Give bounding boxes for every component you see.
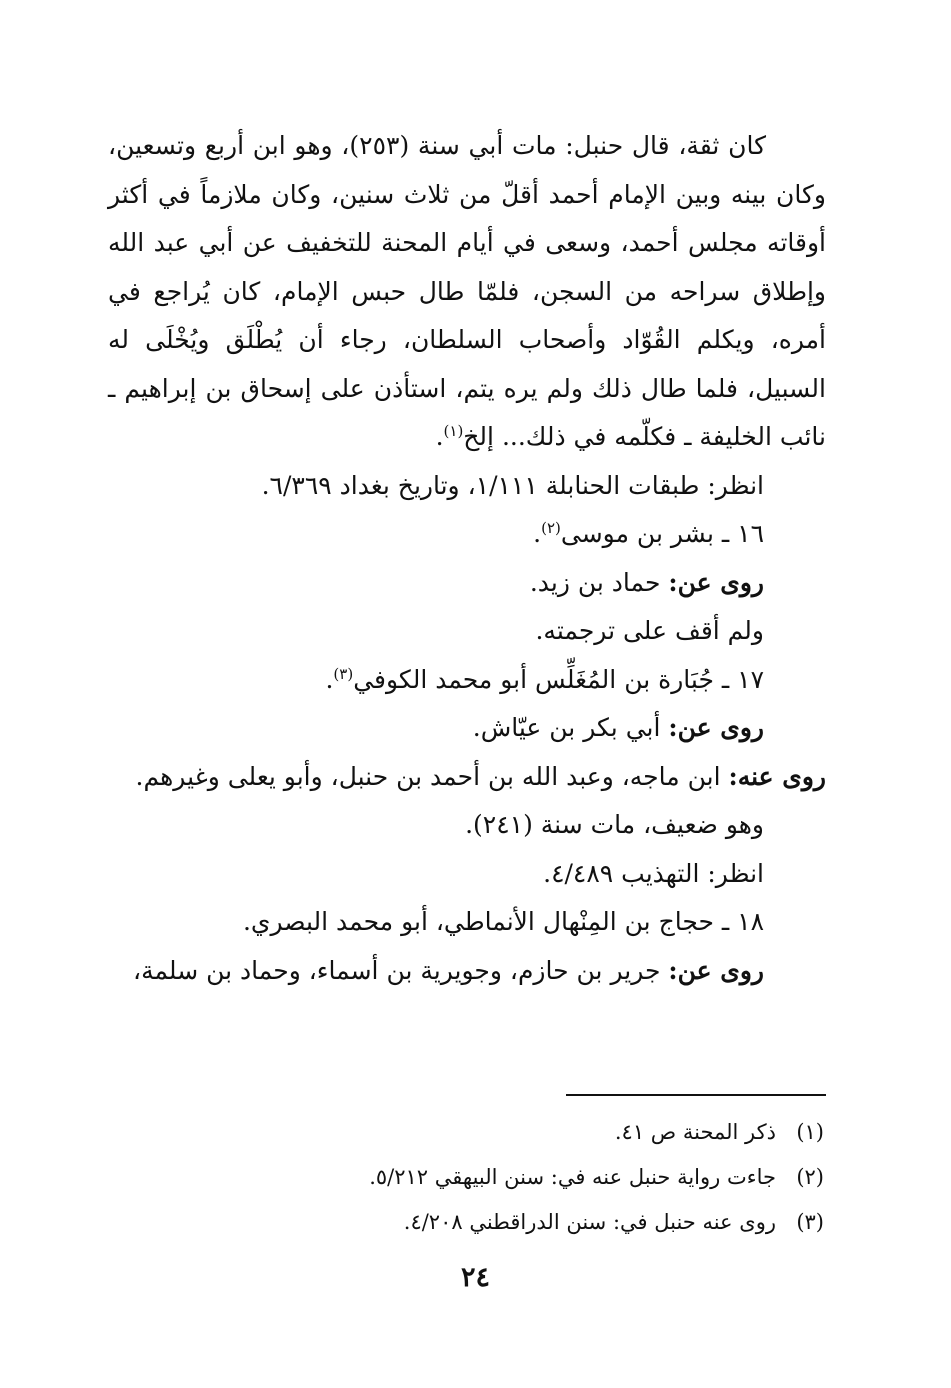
narrated-from-text: جرير بن حازم، وجويرية بن أسماء، وحماد بن سلمة، — [133, 955, 669, 985]
entry-17-narrated-by — [108, 753, 826, 802]
narrated-from-text: أبي بكر بن عيّاش. — [472, 713, 669, 742]
source-reference-text: انظر: طبقات الحنابلة ١/١١١، وتاريخ بغداد ٦/٣٦٩. — [261, 470, 764, 500]
footnote-text: ذكر المحنة ص ٤١. — [614, 1120, 776, 1144]
footnote-ref-2[interactable]: (٢) — [541, 519, 561, 537]
entry-16-note — [108, 607, 826, 656]
footnotes — [108, 1110, 826, 1245]
narrated-from-text: حماد بن زيد. — [529, 567, 669, 597]
entry-17-end: . — [325, 664, 334, 694]
entry-16-end: . — [533, 519, 542, 548]
narrated-by-label: روى عنه: — [728, 761, 826, 791]
intro-text: كان ثقة، قال حنبل: مات أبي سنة (٢٥٣)، وهو ابن أربع وتسعين، وكان بينه وبين الإمام أحمد أقلّ من ثلاث سنين، وكان ملازماً في أكثر أوقاته مجلس أحمد، وسعى في أيام المحنة للتخفيف عن أبي عبد الله وإطلاق سراحه من السجن، فلمّا طال حبس الإمام، كان يُراجع في أمره، ويكلم القُوّاد وأصحاب السلطان، رجاء أن يُطْلَق ويُخْلَى له السبيل، فلما طال ذلك ولم يره يتم، استأذن على إسحاق بن إبراهيم ـ نائب الخليفة ـ فكلّمه في ذلك... إلخ — [108, 131, 826, 451]
footnote-text: روى عنه حنبل في: سنن الدراقطني ٤/٢٠٨. — [403, 1210, 776, 1234]
narrated-from-label: روى عن: — [668, 955, 764, 985]
entry-16-title: ١٦ ـ بشر بن موسى — [560, 519, 764, 548]
entry-17-source — [108, 850, 826, 899]
source-reference-line — [108, 462, 826, 511]
entry-16-heading — [108, 510, 826, 559]
intro-paragraph — [108, 122, 826, 462]
narrated-from-label: روى عن: — [668, 713, 764, 742]
footnote-text: جاءت رواية حنبل عنه في: سنن البيهقي ٥/٢١٢. — [369, 1165, 776, 1189]
footnote-3 — [108, 1200, 826, 1245]
entry-18-heading — [108, 898, 826, 947]
entry-17-narrated-from — [108, 704, 826, 753]
entry-17-heading — [108, 656, 826, 705]
entry-17-note — [108, 801, 826, 850]
entry-18-narrated-from — [108, 947, 826, 996]
footnote-number: (١) — [796, 1120, 824, 1144]
entry-17-note-text: وهو ضعيف، مات سنة (٢٤١). — [465, 810, 764, 839]
footnote-ref-3[interactable]: (٣) — [333, 664, 354, 683]
intro-end: . — [435, 422, 444, 451]
entry-16-narrated-from — [108, 559, 826, 608]
main-text — [108, 122, 826, 995]
footnote-divider — [566, 1094, 826, 1096]
narrated-from-label: روى عن: — [668, 567, 764, 597]
entry-17-source-text: انظر: التهذيب ٤/٤٨٩. — [543, 858, 764, 888]
entry-17-title: ١٧ ـ جُبَارة بن المُغَلِّس أبو محمد الكوفي — [353, 664, 764, 694]
footnote-1 — [108, 1110, 826, 1155]
entry-16-note-text: ولم أقف على ترجمته. — [535, 616, 764, 645]
page-number: ٢٤ — [460, 1262, 490, 1293]
footnote-2 — [108, 1155, 826, 1200]
footnote-number: (٢) — [796, 1165, 824, 1189]
footnote-number: (٣) — [796, 1210, 824, 1234]
narrated-by-text: ابن ماجه، وعبد الله بن أحمد بن حنبل، وأبو يعلى وغيرهم. — [135, 761, 729, 791]
entry-18-title: ١٨ ـ حجاج بن المِنْهال الأنماطي، أبو محمد البصري. — [242, 907, 764, 936]
footnote-ref-1[interactable]: (١) — [443, 422, 464, 440]
